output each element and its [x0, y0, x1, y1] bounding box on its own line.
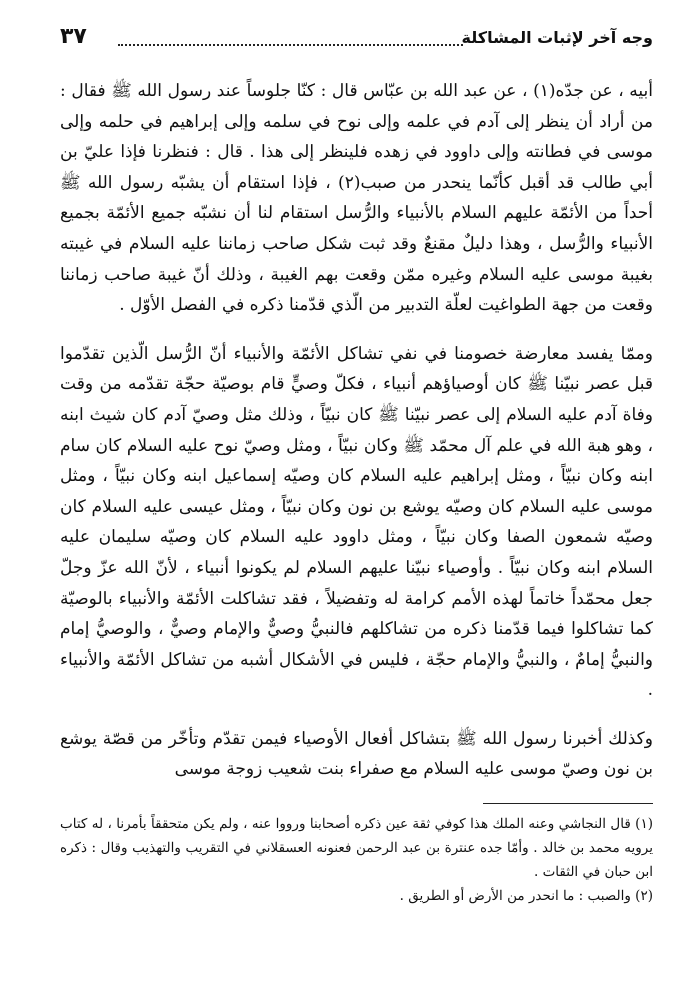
- running-header: [60, 24, 653, 62]
- footnote-2: (٢) والصبب : ما انحدر من الأرض أو الطريق .: [399, 888, 653, 905]
- main-text: [60, 76, 653, 785]
- paragraph-1: أبيه ، عن جدّه(١) ، عن عبد الله بن عبّاس قال : كنّا جلوساً عند رسول الله ﷺ فقال : من أراد أن ينظر إلى آدم في علمه وإلى نوح في سلمه وإلى إبراهيم في حلمه وإلى موسى في فطانته وإلى داوود في زهده فلينظر إلى هذا . قال : فنظرنا فإذا عليّ بن أبي طالب قد أقبل كأنّما ينحدر من صبب(٢) ، فإذا استقام أن يشبّه رسول الله ﷺ أحداً من الأئمّة عليهم السلام بالأنبياء والرُّسل استقام لنا أن نشبّه جميع الأئمّة بجميع الأنبياء والرُّسل ، وهذا دليلٌ مقنعٌ وقد ثبت شكل صاحب زماننا عليه السلام في غيبته بغيبة موسى عليه السلام وغيره ممّن وقعت بهم الغيبة ، وذلك أنّ غيبة صاحب زماننا وقعت من جهة الطواغيت لعلّة التدبير من الّذي قدّمنا ذكره في الفصل الأوّل .: [60, 81, 653, 316]
- paragraph-3: وكذلك أخبرنا رسول الله ﷺ بتشاكل أفعال الأوصياء فيمن تقدّم وتأخّر من قصّة يوشع بن نون وصيّ موسى عليه السلام مع صفراء بنت شعيب زوجة موسى: [60, 728, 653, 780]
- header-dotted-leader: [118, 44, 463, 46]
- page-number: ٣٧: [60, 24, 87, 49]
- paragraph-2: وممّا يفسد معارضة خصومنا في نفي تشاكل الأئمّة والأنبياء أنّ الرُّسل الّذين تقدّموا قبل عصر نبيّنا ﷺ كان أوصياؤهم أنبياء ، فكلّ وصيٍّ قام بوصيّة حجّة تقدّمه من وقت وفاة آدم عليه السلام إلى عصر نبيّنا ﷺ كان نبيّاً ، وذلك مثل وصيّ آدم كان شيث ابنه ، وهو هبة الله في علم آل محمّد ﷺ وكان نبيّاً ، ومثل وصيّ نوح عليه السلام كان سام ابنه وكان نبيّاً ، ومثل إبراهيم عليه السلام كان وصيّه إسماعيل ابنه وكان نبيّاً ، ومثل موسى عليه السلام كان وصيّه يوشع بن نون وكان نبيّاً ، ومثل عيسى عليه السلام كان وصيّه شمعون الصفا وكان نبيّاً ، ومثل داوود عليه السلام كان وصيّه سليمان عليه السلام ابنه وكان نبيّاً . وأوصياء نبيّنا عليهم السلام لم يكونوا أنبياء ، لأنّ الله عزّ وجلّ جعل محمّداً خاتماً لهذه الأمم كرامة له وتفضيلاً ، فقد تشاكلت الأئمّة والأنبياء بالوصيّة كما تشاكلوا فيما قدّمنا ذكره من تشاكلهم فالنبيُّ وصيٌّ والإمام وصيٌّ ، والوصيُّ إمام والنبيُّ إمامٌ ، والنبيُّ والإمام حجّة ، فليس في الأشكال أشبه من تشاكل الأئمّة والأنبياء .: [60, 343, 653, 701]
- book-page: [60, 24, 653, 988]
- footnote-separator: [483, 803, 653, 804]
- footnote-1: (١) قال النجاشي وعنه الملك هذا كوفي ثقة عين ذكره أصحابنا ورووا عنه ، ولم يكن متحققاً بأمرنا ، له كتاب يرويه محمد بن خالد . وأمّا جده عنترة بن عبد الرحمن فعنونه العسقلاني في التقريب والتهذيب وقال : ذكره ابن حبان في الثقات .: [60, 816, 653, 881]
- running-title: وجه آخر لإثبات المشاكلة: [461, 28, 653, 47]
- footnotes: [60, 812, 653, 908]
